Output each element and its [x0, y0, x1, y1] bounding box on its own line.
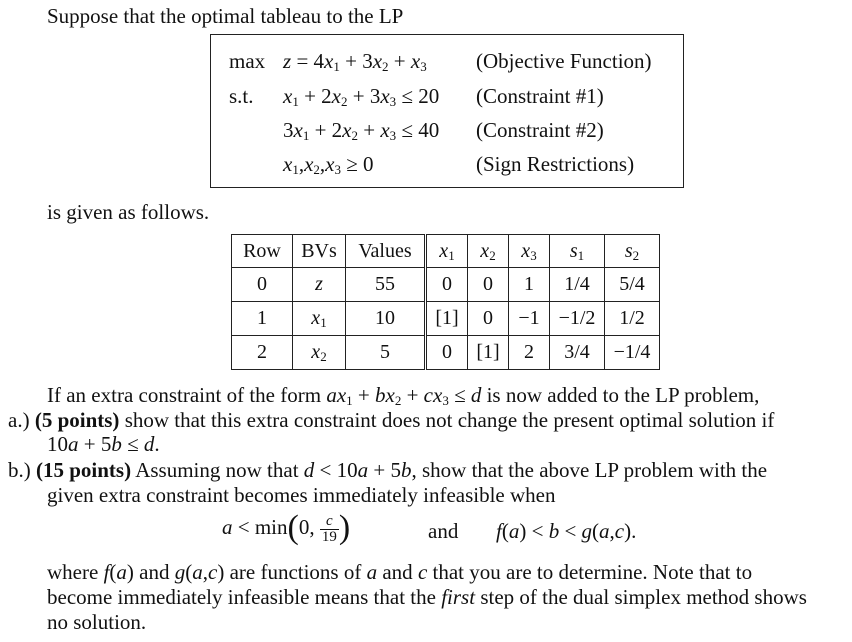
- cell-x2: 0: [468, 268, 509, 302]
- cell-bv: $x_1$: [293, 302, 346, 336]
- closing-line2-pre: become immediately infeasible means that the: [47, 585, 436, 609]
- closing-mid1: are functions of: [229, 560, 362, 584]
- cell-value: 55: [346, 268, 426, 302]
- cell-s1: −1/2: [550, 302, 605, 336]
- header-x1: $x_1$: [426, 235, 468, 268]
- cell-x1: [1]: [426, 302, 468, 336]
- cell-x2: 0: [468, 302, 509, 336]
- closing-first-word: first: [441, 585, 476, 609]
- cell-s2: 5/4: [605, 268, 660, 302]
- and-word: and: [428, 519, 459, 543]
- cell-x3: −1: [509, 302, 550, 336]
- cell-s1: 3/4: [550, 336, 605, 370]
- part-b-label: b.): [8, 458, 31, 482]
- objective-function: $z = 4x_1 + 3x_2 + x_3$: [283, 49, 427, 74]
- extra-constraint-post: is now added to the LP problem,: [486, 383, 760, 407]
- extra-constraint-formula: $ax_1 + bx_2 + cx_3 \le d$: [326, 383, 482, 408]
- closing-line2: [47, 585, 807, 610]
- part-a-text: show that this extra constraint does not change the present optimal solution if: [124, 408, 775, 432]
- header-x3: $x_3$: [509, 235, 550, 268]
- cell-value: 10: [346, 302, 426, 336]
- cell-row: 1: [232, 302, 293, 336]
- header-s2: $s_2$: [605, 235, 660, 268]
- header-values: Values: [346, 235, 426, 268]
- closing-post: that you are to determine. Note that to: [432, 560, 753, 584]
- closing-mid2: and: [382, 560, 413, 584]
- optimal-tableau: [231, 234, 660, 370]
- constraint-2: $3x_1 + 2x_2 + x_3 \le 40$: [283, 118, 440, 143]
- table-row: [232, 302, 660, 336]
- lp-model-box: [210, 34, 684, 188]
- table-row: [232, 268, 660, 302]
- sign-label: (Sign Restrictions): [476, 152, 635, 176]
- constraint-2-label: (Constraint #2): [476, 118, 604, 142]
- cell-bv: z: [293, 268, 346, 302]
- cell-row: 0: [232, 268, 293, 302]
- part-a-condition: 10a + 5b ≤ d.: [47, 432, 160, 456]
- part-a-line1: [8, 408, 774, 433]
- sign-restrictions: $x_1,x_2,x_3 \ge 0$: [283, 152, 374, 177]
- closing-line2-post: step of the dual simplex method shows: [480, 585, 807, 609]
- table-row: [232, 336, 660, 370]
- cell-value: 5: [346, 336, 426, 370]
- part-a-label: a.): [8, 408, 30, 432]
- cell-row: 2: [232, 336, 293, 370]
- cell-s1: 1/4: [550, 268, 605, 302]
- cell-x1: 0: [426, 336, 468, 370]
- header-x2: $x_2$: [468, 235, 509, 268]
- header-s1: $s_1$: [550, 235, 605, 268]
- max-label: max: [229, 49, 266, 73]
- cell-x3: 2: [509, 336, 550, 370]
- cell-s2: −1/4: [605, 336, 660, 370]
- objective-label: (Objective Function): [476, 49, 652, 73]
- part-b-condition: d < 10a + 5b: [303, 458, 412, 482]
- part-a-points: (5 points): [34, 408, 120, 432]
- closing-line3: no solution.: [47, 610, 147, 634]
- header-bvs: BVs: [293, 235, 346, 268]
- part-b-text-pre: Assuming now that: [135, 458, 299, 482]
- tableau-header-row: [232, 235, 660, 268]
- closing-line1: where f(a) and g(a,c) are functions of a and c that you are to determine. Note that to: [47, 560, 753, 584]
- cell-bv: $x_2$: [293, 336, 346, 370]
- st-label: s.t.: [229, 84, 254, 108]
- cell-s2: 1/2: [605, 302, 660, 336]
- condition-b-range: f(a) < b < g(a,c).: [496, 519, 637, 543]
- part-b-text-post: , show that the above LP problem with the: [411, 458, 768, 482]
- intro-text: Suppose that the optimal tableau to the LP: [47, 4, 404, 28]
- part-b-line1: [8, 458, 767, 483]
- constraint-1: $x_1 + 2x_2 + 3x_3 \le 20$: [283, 84, 440, 109]
- extra-constraint-pre: If an extra constraint of the form: [47, 383, 322, 407]
- part-b-line2: given extra constraint becomes immediately infeasible when: [47, 483, 556, 507]
- given-text: is given as follows.: [47, 200, 210, 224]
- part-b-points: (15 points): [36, 458, 132, 482]
- extra-constraint-line: [47, 383, 759, 408]
- constraint-1-label: (Constraint #1): [476, 84, 604, 108]
- cell-x1: 0: [426, 268, 468, 302]
- header-row: Row: [232, 235, 293, 268]
- cell-x3: 1: [509, 268, 550, 302]
- condition-a-min: a < min(0, $\frac{c}{19}$ ): [222, 509, 351, 546]
- cell-x2: [1]: [468, 336, 509, 370]
